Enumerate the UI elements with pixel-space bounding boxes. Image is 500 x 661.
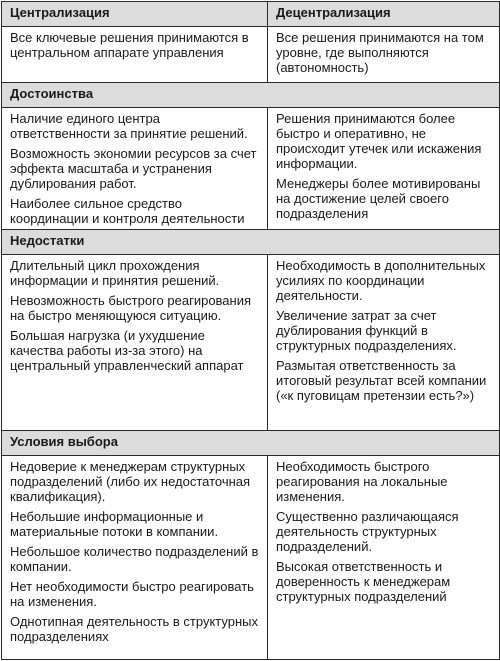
list-item: Размытая ответственность за итоговый результат всей компании («к пуговицам претензии есть?») [276, 358, 487, 403]
conditions-centralization [2, 456, 268, 660]
list-item: Нет необходимости быстро реагировать на изменения. [10, 579, 254, 609]
comparison-table [1, 1, 500, 660]
list-item: Увеличение затрат за счет дублирования функций в структурных подразделениях. [276, 308, 457, 353]
list-item: Решения принимаются более быстро и оперативно, не происходит утечек или искажения информации. [276, 111, 482, 171]
section-heading-row [2, 431, 500, 456]
header-row [2, 2, 500, 27]
definition-centralization: Все ключевые решения принимаются в центральном аппарате управления [2, 27, 268, 83]
section-title-advantages: Достоинства [2, 83, 500, 108]
list-item: Необходимость в дополнительных усилиях по координации деятельности. [276, 258, 486, 303]
section-title-selection-conditions: Условия выбора [2, 431, 500, 456]
list-item: Существенно различающаяся деятельность структурных подразделений. [276, 509, 459, 554]
disadvantages-centralization [2, 255, 268, 431]
disadvantages-decentralization [268, 255, 500, 431]
advantages-centralization [2, 108, 268, 230]
section-title-disadvantages: Недостатки [2, 230, 500, 255]
definition-decentralization: Все решения принимаются на том уровне, где выполняются (автономность) [268, 27, 500, 83]
list-item: Возможность экономии ресурсов за счет эффекта масштаба и устранения дублирования работ. [10, 146, 257, 191]
list-item: Однотипная деятельность в структурных подразделениях [10, 614, 259, 644]
list-item: Менеджеры более мотивированы на достижение целей своего подразделения [276, 176, 481, 221]
list-item: Наиболее сильное средство координации и контроля деятельности [10, 196, 245, 226]
list-item: Недоверие к менеджерам структурных подразделений (либо их недостаточная квалификация). [10, 459, 251, 504]
list-item: Невозможность быстрого реагирования на быстро меняющуюся ситуацию. [10, 293, 252, 323]
list-item: Небольшое количество подразделений в компании. [10, 544, 259, 574]
list-item: Большая нагрузка (и ухудшение качества работы из-за этого) на центральный управленческий аппарат [10, 328, 244, 373]
section-heading-row [2, 83, 500, 108]
section-heading-row [2, 230, 500, 255]
list-item: Небольшие информационные и материальные потоки в компании. [10, 509, 219, 539]
header-centralization: Централизация [2, 2, 268, 27]
header-decentralization: Децентрализация [268, 2, 500, 27]
section-row-selection-conditions [2, 456, 500, 660]
list-item: Длительный цикл прохождения информации и принятия решений. [10, 258, 220, 288]
definition-row [2, 27, 500, 83]
list-item: Высокая ответственность и доверенность к менеджерам структурных подразделений [276, 559, 451, 604]
section-row-disadvantages [2, 255, 500, 431]
section-row-advantages [2, 108, 500, 230]
conditions-decentralization [268, 456, 500, 660]
list-item: Наличие единого центра ответственности за принятие решений. [10, 111, 248, 141]
list-item: Необходимость быстрого реагирования на локальные изменения. [276, 459, 448, 504]
advantages-decentralization [268, 108, 500, 230]
